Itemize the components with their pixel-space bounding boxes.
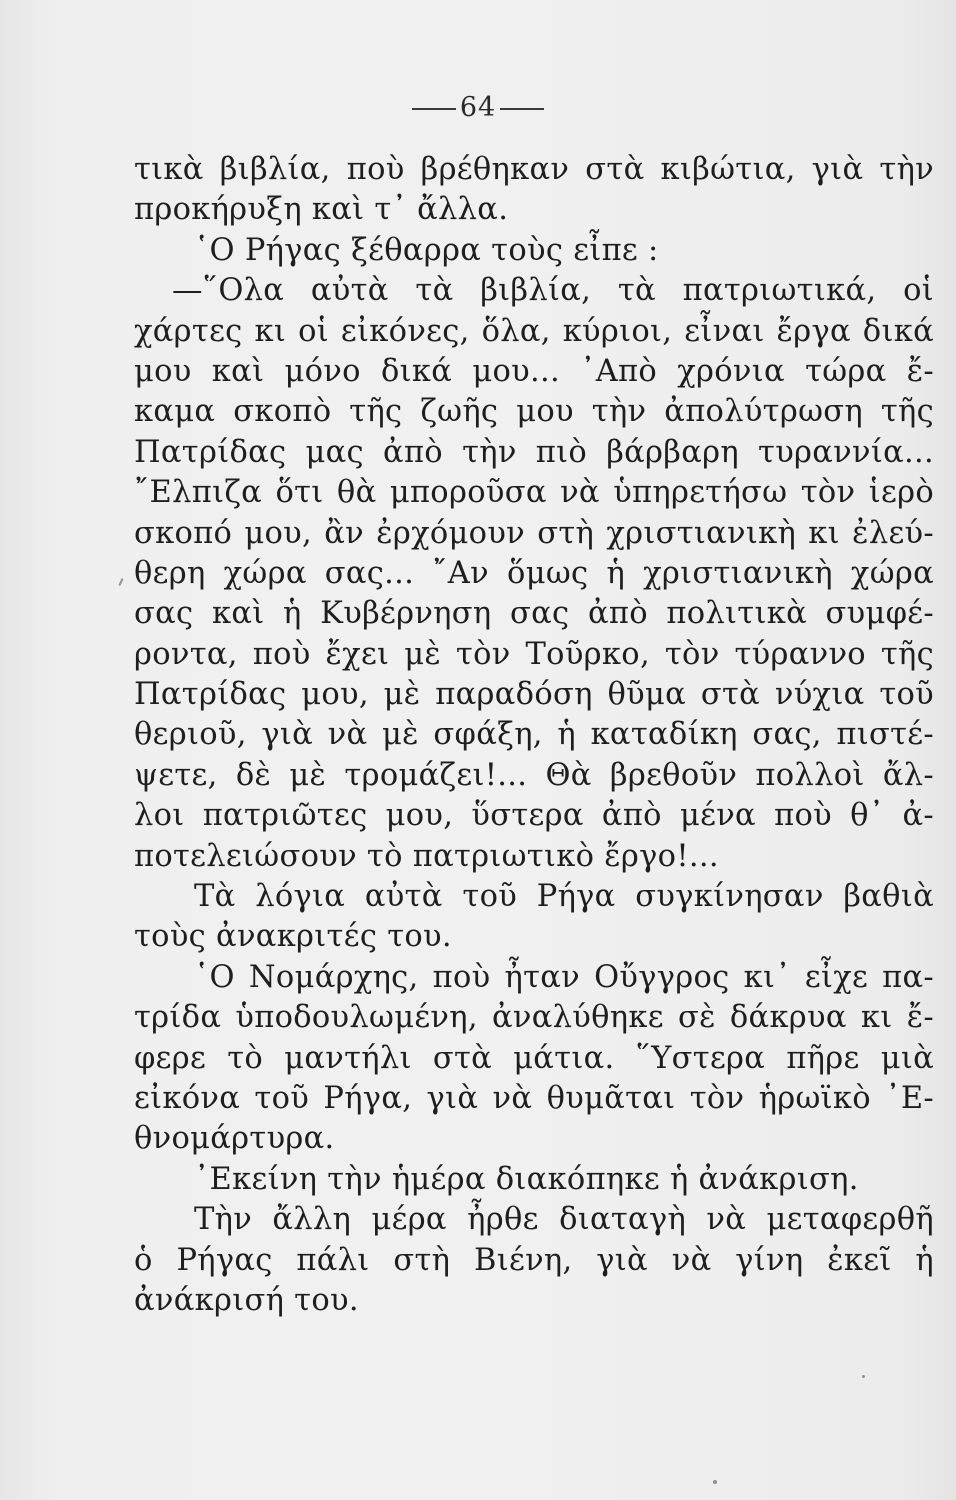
print-speck <box>118 578 123 586</box>
text-line: προκήρυξη καὶ τ᾿ ἄλλα. <box>134 192 509 228</box>
text-line: τρίδα ὑποδουλωμένη, ἀναλύθηκε σὲ δάκρυα κι ἔ- <box>134 1000 934 1036</box>
text-line: θεριοῦ, γιὰ νὰ μὲ σφάξη, ἡ καταδίκη σας, πιστέ- <box>134 717 934 753</box>
body-text <box>134 150 934 1321</box>
text-line: ῎Ελπιζα ὅτι θὰ μποροῦσα νὰ ὑπηρετήσω τὸν ἱερὸ <box>134 475 934 511</box>
page-number-header <box>0 92 956 123</box>
text-line: ᾿Εκείνη τὴν ἡμέρα διακόπηκε ἡ ἀνάκριση. <box>194 1161 859 1197</box>
text-line: ροντα, ποὺ ἔχει μὲ τὸν Τοῦρκο, τὸν τύραννο τῆς <box>134 636 934 672</box>
text-line: σκοπό μου, ἂν ἐρχόμουν στὴ χριστιανικὴ κι ἐλεύ- <box>134 515 934 551</box>
text-line: ἀνάκρισή του. <box>134 1282 359 1318</box>
text-line: καμα σκοπὸ τῆς ζωῆς μου τὴν ἀπολύτρωση τῆς <box>134 394 934 430</box>
text-line: Τὴν ἄλλη μέρα ἦρθε διαταγὴ νὰ μεταφερθῆ <box>194 1202 934 1238</box>
text-line: Πατρίδας μας ἀπὸ τὴν πιὸ βάρβαρη τυραννία... <box>134 434 934 470</box>
text-line: τικὰ βιβλία, ποὺ βρέθηκαν στὰ κιβώτια, γιὰ τὴν <box>134 152 934 187</box>
text-line: Τὰ λόγια αὐτὰ τοῦ Ρήγα συγκίνησαν βαθιὰ <box>194 879 934 915</box>
text-line: θνομάρτυρα. <box>134 1121 335 1157</box>
text-line: τοὺς ἀνακριτές του. <box>134 919 452 955</box>
text-line: λοι πατριῶτες μου, ὕστερα ἀπὸ μένα ποὺ θ᾿ ἀ- <box>134 798 934 834</box>
text-line: ποτελειώσουν τὸ πατριωτικὸ ἔργο!... <box>134 838 719 874</box>
text-line: φερε τὸ μαντήλι στὰ μάτια. ῞Υστερα πῆρε μιὰ <box>134 1040 934 1076</box>
text-line: μου καὶ μόνο δικά μου... ᾿Απὸ χρόνια τώρα ἔ- <box>134 353 934 389</box>
text-line: σας καὶ ἡ Κυβέρνηση σας ἀπὸ πολιτικὰ συμφέ- <box>134 596 934 632</box>
text-line: ψετε, δὲ μὲ τρομάζει!... Θὰ βρεθοῦν πολλοὶ ἄλ- <box>134 757 934 793</box>
text-line: Πατρίδας μου, μὲ παραδόση θῦμα στὰ νύχια τοῦ <box>134 677 934 713</box>
print-speck <box>862 1375 865 1378</box>
text-line: ῾Ο Νομάρχης, ποὺ ἦταν Οὔγγρος κι᾿ εἶχε πα- <box>194 959 934 995</box>
text-line: θερη χώρα σας... ῎Αν ὅμως ἡ χριστιανικὴ χώρα <box>134 555 934 591</box>
page-number-dash-left <box>412 108 456 110</box>
text-line: ῾Ο Ρήγας ξέθαρρα τοὺς εἶπε : <box>194 232 659 268</box>
page-number-dash-right <box>500 108 544 110</box>
print-speck <box>713 1480 717 1484</box>
text-line: εἰκόνα τοῦ Ρήγα, γιὰ νὰ θυμᾶται τὸν ἡρωϊκὸ ᾿Ε- <box>134 1080 934 1116</box>
text-line: ὁ Ρήγας πάλι στὴ Βιένη, γιὰ νὰ γίνη ἐκεῖ ἡ <box>134 1242 934 1278</box>
page-number: 64 <box>459 92 497 123</box>
text-line: —῞Ολα αὐτὰ τὰ βιβλία, τὰ πατριωτικά, οἱ <box>172 273 934 309</box>
text-line: χάρτες κι οἱ εἰκόνες, ὅλα, κύριοι, εἶναι ἔργα δικά <box>134 313 934 349</box>
